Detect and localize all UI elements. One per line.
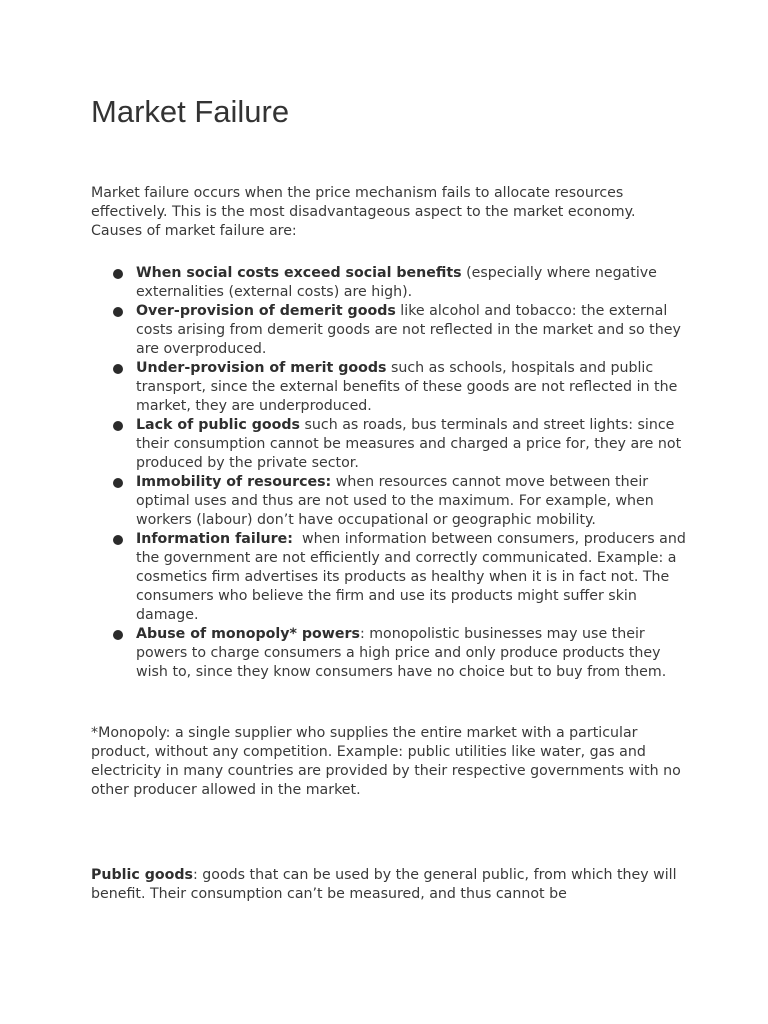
list-item (91, 625, 691, 682)
causes-list (91, 264, 691, 682)
cause-text: : monopolistic businesses may use their powers to charge consumers a high price and only produce products they wish to, since they know consumers have no choice but to buy from them. (136, 626, 667, 680)
list-item (91, 264, 691, 302)
cause-text: (especially where negative externalities (external costs) are high). (136, 265, 657, 300)
cause-term: Under-provision of merit goods (136, 360, 387, 376)
bullet-icon (113, 630, 123, 640)
cause-term: When social costs exceed social benefits (136, 265, 462, 281)
page-title: Market Failure (91, 94, 290, 129)
cause-text: like alcohol and tobacco: the external costs arising from demerit goods are not reflected in the market and so they are overproduced. (136, 303, 681, 357)
cause-text: when information between consumers, producers and the government are not efficiently and correctly communicated. Example: a cosmetics firm advertises its products as healthy when it is in fact not. The consumers who believe the firm and use its products might suffer skin damage. (136, 531, 691, 623)
list-item (91, 359, 691, 416)
list-item (91, 530, 691, 625)
cause-text: such as schools, hospitals and public transport, since the external benefits of these goods are not reflected in the market, they are underproduced. (136, 360, 678, 414)
bullet-icon (113, 269, 123, 279)
public-goods-text: : goods that can be used by the general public, from which they will benefit. Their consumption can’t be measured, and thus cannot be (91, 867, 677, 902)
monopoly-footnote: *Monopoly: a single supplier who supplies the entire market with a particular product, without any competition. Example: public utilities like water, gas and electricity in many countries are provided by their respective governments with no other producer allowed in the market. (91, 725, 681, 798)
public-goods-paragraph (91, 866, 691, 904)
bullet-icon (113, 478, 123, 488)
cause-term: Abuse of monopoly* powers (136, 626, 360, 642)
intro-paragraph: Market failure occurs when the price mechanism fails to allocate resources effectively. This is the most disadvantageous aspect to the market economy. Causes of market failure are: (91, 185, 636, 239)
bullet-icon (113, 364, 123, 374)
list-item (91, 416, 691, 473)
bullet-icon (113, 535, 123, 545)
public-goods-term: Public goods (91, 867, 193, 883)
cause-text: when resources cannot move between their optimal uses and thus are not used to the maximum. For example, when workers (labour) don’t have occupational or geographic mobility. (136, 474, 654, 528)
cause-text: such as roads, bus terminals and street lights: since their consumption cannot be measures and charged a price for, they are not produced by the private sector. (136, 417, 682, 471)
cause-term: Lack of public goods (136, 417, 300, 433)
bullet-icon (113, 307, 123, 317)
cause-term: Information failure: (136, 531, 293, 547)
bullet-icon (113, 421, 123, 431)
cause-term: Immobility of resources: (136, 474, 332, 490)
cause-term: Over-provision of demerit goods (136, 303, 396, 319)
list-item (91, 302, 691, 359)
list-item (91, 473, 691, 530)
